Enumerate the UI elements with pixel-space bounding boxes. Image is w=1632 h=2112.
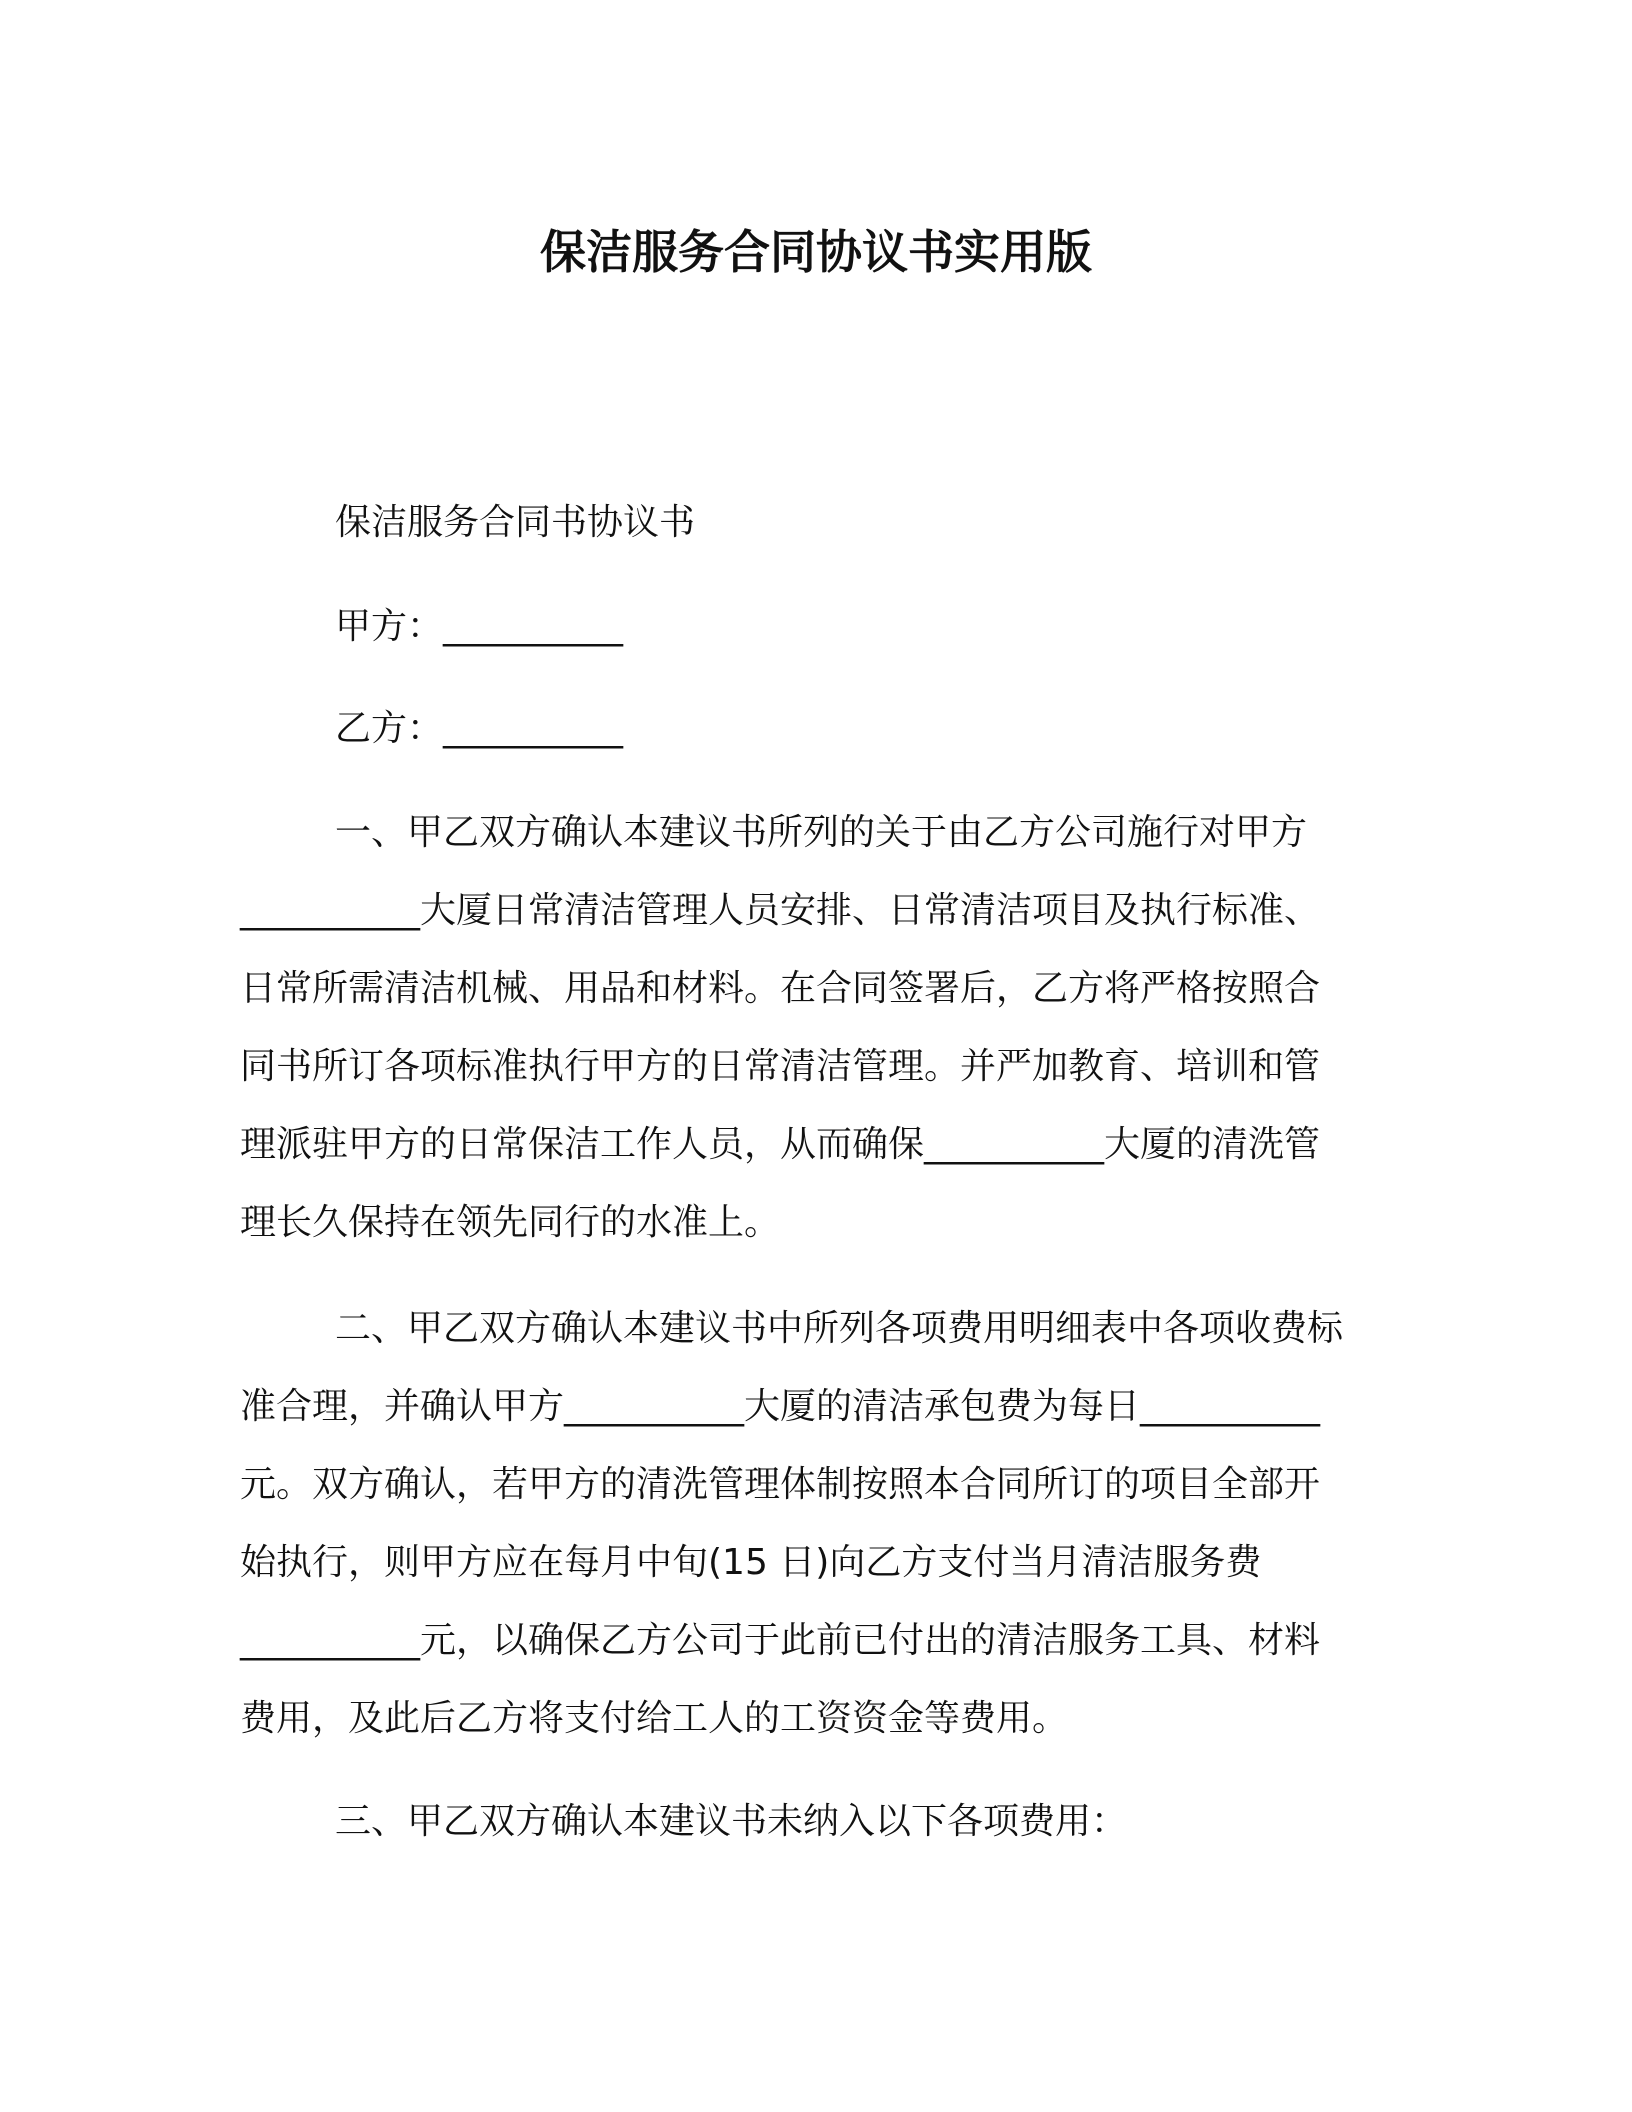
clause-2-line: 费用，及此后乙方将支付给工人的工资资金等费用。 [240,1698,1069,1739]
document-title: 保洁服务合同协议书实用版 [540,225,1092,279]
clause-1-line: __________大厦日常清洁管理人员安排、日常清洁项目及执行标准、 [240,890,1321,931]
clause-1-line: 同书所订各项标准执行甲方的日常清洁管理。并严加教育、培训和管 [240,1046,1321,1087]
party-a-text: 甲方：__________ [335,606,624,647]
subtitle-text: 保洁服务合同书协议书 [335,502,696,543]
party-b-text: 乙方：__________ [335,708,624,749]
clause-1-line: 理长久保持在领先同行的水准上。 [240,1202,781,1243]
clause-1-line: 一、甲乙双方确认本建议书所列的关于由乙方公司施行对甲方 [335,812,1308,853]
clause-2-paragraph [240,1290,1385,1758]
document-subtitle [240,484,1385,562]
clause-1-line: 理派驻甲方的日常保洁工作人员，从而确保__________大厦的清洗管 [240,1124,1321,1165]
clause-2-line: 二、甲乙双方确认本建议书中所列各项费用明细表中各项收费标 [335,1308,1344,1349]
clause-2-line: 准合理，并确认甲方__________大厦的清洁承包费为每日__________ [240,1386,1321,1427]
party-a-line [240,588,1385,666]
clause-1-paragraph [240,794,1385,1262]
clause-3-line: 三、甲乙双方确认本建议书未纳入以下各项费用： [335,1801,1128,1842]
clause-2-line: __________元，以确保乙方公司于此前已付出的清洁服务工具、材料 [240,1620,1321,1661]
clause-2-line: 始执行，则甲方应在每月中旬(15 日)向乙方支付当月清洁服务费 [240,1542,1262,1583]
clause-3-paragraph [240,1783,1385,1861]
party-b-line [240,690,1385,768]
clause-1-line: 日常所需清洁机械、用品和材料。在合同签署后，乙方将严格按照合 [240,968,1321,1009]
clause-2-line: 元。双方确认，若甲方的清洗管理体制按照本合同所订的项目全部开 [240,1464,1321,1505]
